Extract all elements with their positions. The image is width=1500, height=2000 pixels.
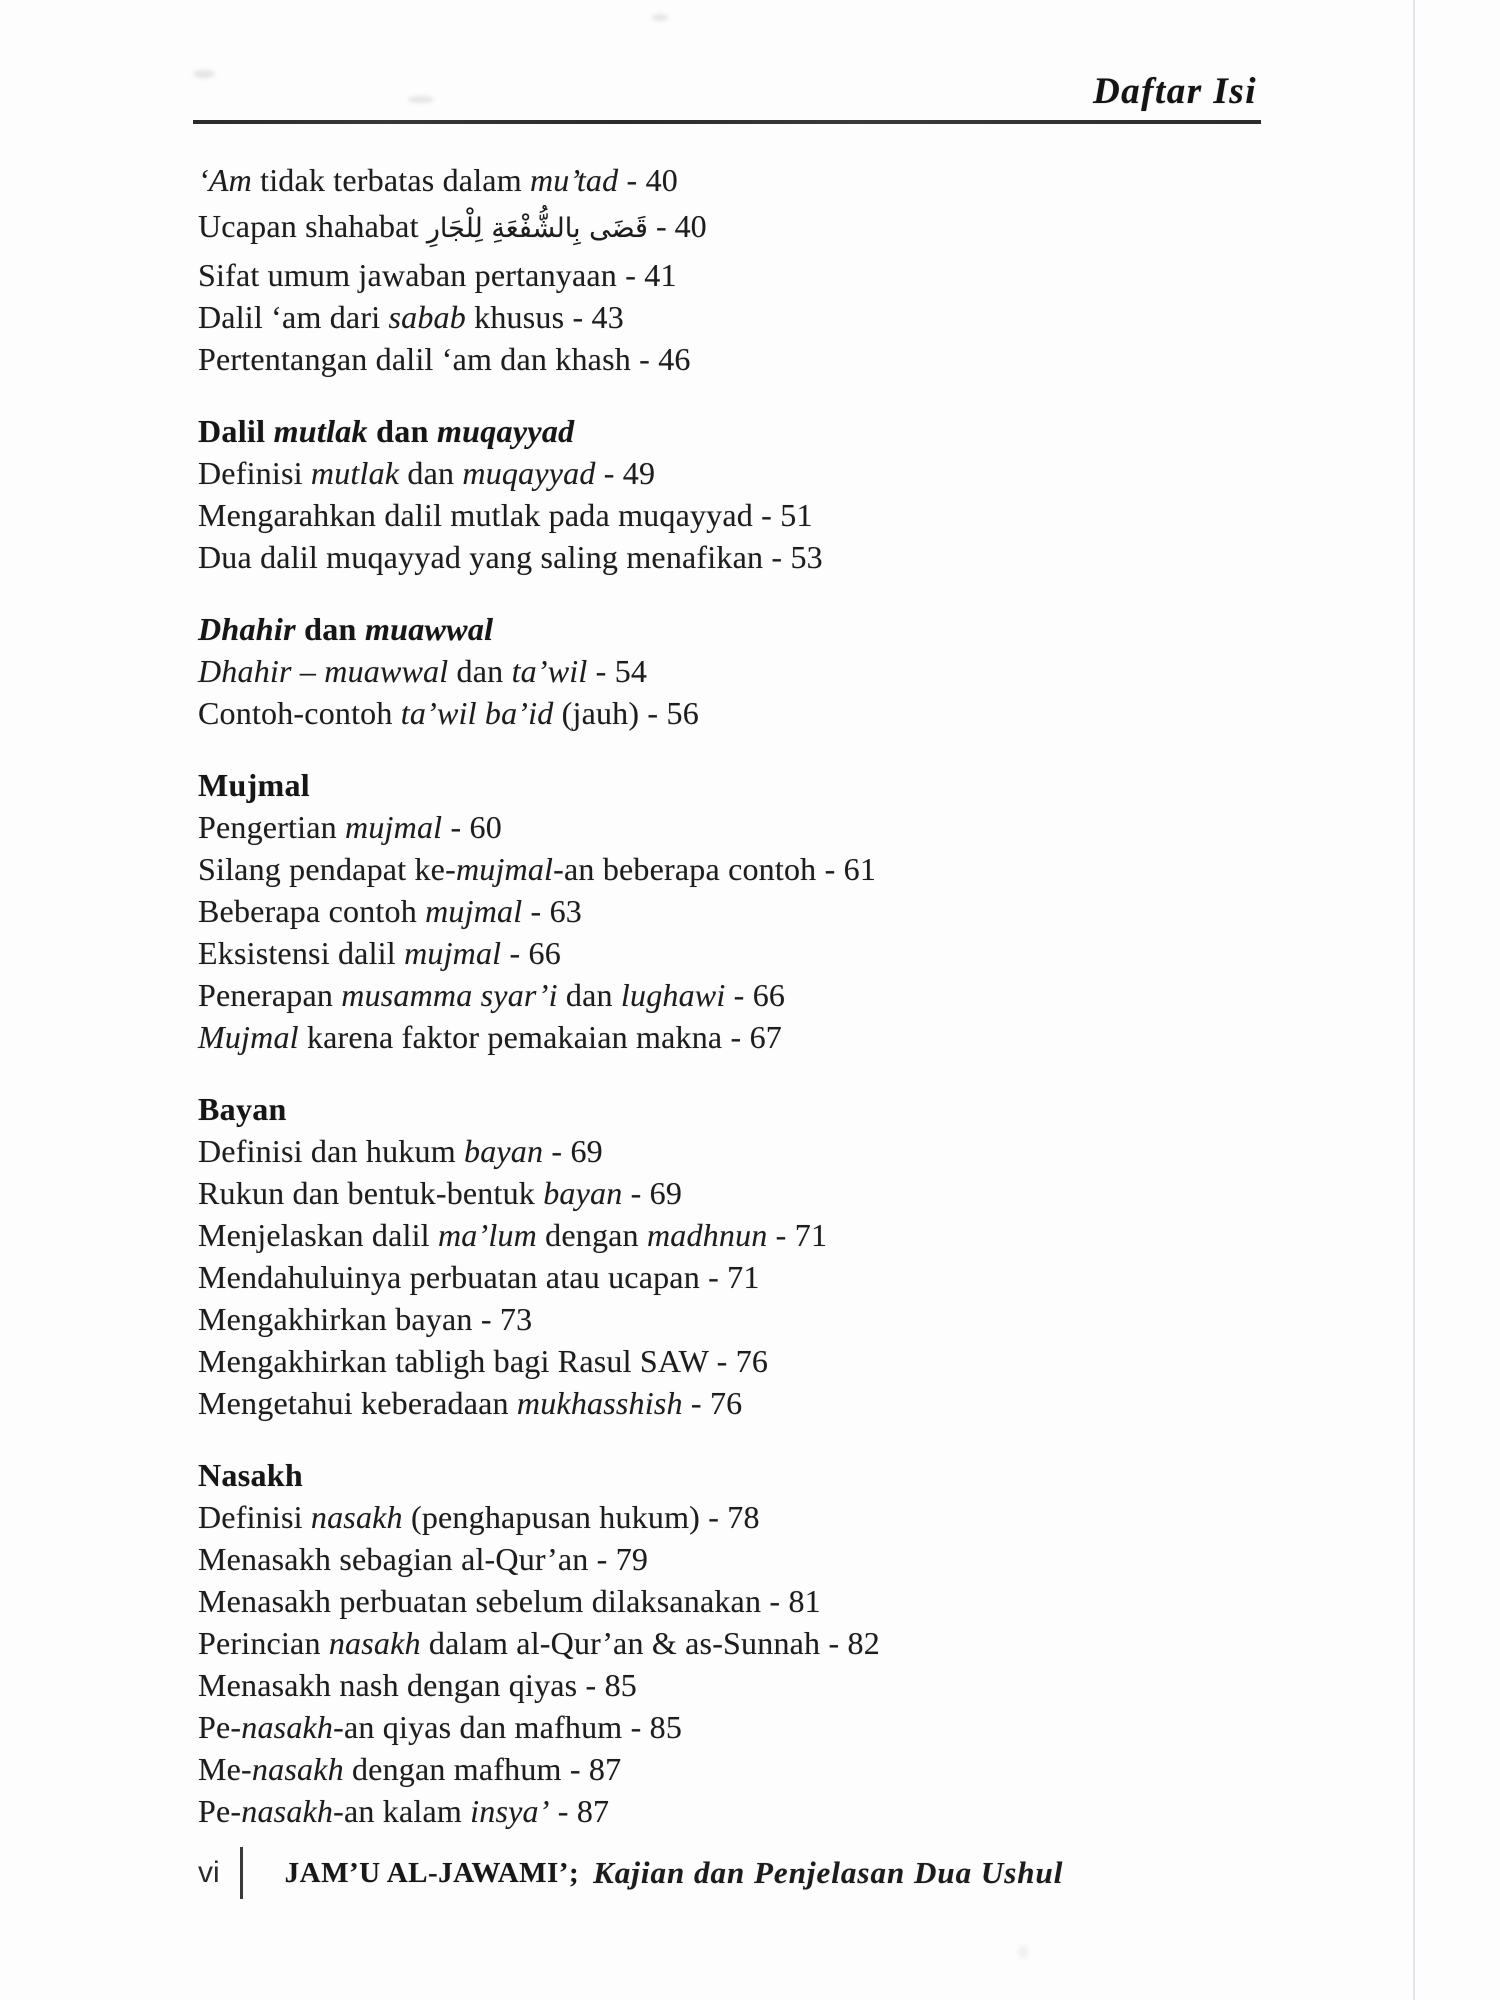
text-segment: dalam al-Qur’an & as-Sunnah [420, 1625, 821, 1661]
footer-page-number: vi [198, 1856, 220, 1889]
toc-section-heading [198, 1454, 1283, 1496]
toc-entry-page: 51 [780, 497, 813, 533]
scan-speck [1018, 1945, 1028, 1959]
text-segment: dan [448, 653, 512, 689]
text-segment: Definisi dan hukum [198, 1133, 464, 1169]
text-segment: mujmal [345, 809, 443, 845]
toc-entry-page: 53 [790, 539, 823, 575]
footer-book-title: JAM’U AL-JAWAMI’; [284, 1856, 580, 1889]
text-segment: Bayan [198, 1091, 287, 1127]
toc-entry-separator: - [682, 1385, 710, 1421]
toc-entry [198, 974, 1283, 1016]
text-segment: musamma syar’i [341, 977, 558, 1013]
text-segment: Menasakh sebagian al-Qur’an [198, 1541, 589, 1577]
toc-entry-page: 63 [549, 893, 582, 929]
page-footer [198, 1844, 1063, 1902]
toc-entry-page: 43 [591, 299, 624, 335]
toc-entry-separator: - [647, 208, 675, 244]
toc-entry-text [198, 1541, 588, 1577]
text-segment: dan [399, 455, 463, 491]
text-segment: Pengertian [198, 809, 346, 845]
toc-entry [198, 1130, 1283, 1172]
text-segment: tidak terbatas dalam [251, 162, 530, 198]
toc-entry-text [198, 257, 617, 293]
toc-entry-text [198, 1217, 767, 1253]
arabic-phrase: قَضَى بِالشُّفْعَةِ لِلْجَارِ [426, 213, 648, 244]
toc-entry-page: 66 [752, 977, 786, 1013]
text-segment: Contoh-contoh [198, 695, 401, 731]
text-segment: Beberapa contoh [198, 893, 426, 929]
toc-entry-text [198, 1019, 722, 1055]
text-segment: Eksistensi dalil [198, 935, 405, 971]
toc-entry-separator: - [630, 341, 659, 377]
toc-entry [198, 890, 1283, 932]
toc-entry [198, 1580, 1283, 1622]
scan-speck [652, 14, 668, 21]
toc-entry-page: 60 [469, 809, 502, 845]
toc-entry-separator: - [561, 1751, 589, 1787]
text-segment: Sifat umum jawaban pertanyaan [198, 257, 617, 293]
text-segment: ‘Am [198, 162, 252, 198]
toc-entry-text [198, 497, 753, 533]
toc-entry-separator: - [722, 1019, 750, 1055]
text-segment: Rukun dan bentuk-bentuk [198, 1175, 544, 1211]
toc-entry-text [198, 1583, 761, 1619]
toc-entry-separator: - [761, 1583, 789, 1619]
text-segment: mukhasshish [516, 1385, 683, 1421]
text-segment: muqayyad [436, 413, 575, 449]
toc-entry-separator: - [595, 455, 623, 491]
toc-entry [198, 1298, 1283, 1340]
toc-entry-text [198, 695, 639, 731]
toc-entry-page: 82 [847, 1625, 880, 1661]
table-of-contents [198, 159, 1283, 1832]
footer-divider [240, 1847, 243, 1899]
toc-entry-separator: - [725, 977, 753, 1013]
toc-entry [198, 338, 1283, 380]
toc-entry-text [198, 208, 648, 244]
toc-entry [198, 1790, 1283, 1832]
toc-entry-page: 73 [499, 1301, 533, 1337]
toc-entry [198, 848, 1283, 890]
toc-entry-page: 78 [727, 1499, 760, 1535]
toc-entry [198, 296, 1283, 338]
toc-entry-text [198, 341, 631, 377]
toc-entry-text [198, 809, 442, 845]
toc-entry-page: 67 [749, 1019, 782, 1055]
text-segment: Mendahuluinya perbuatan atau ucapan [198, 1259, 700, 1295]
toc-entry-separator: - [699, 1259, 728, 1295]
toc-entry-page: 81 [788, 1583, 821, 1619]
text-segment: Pertentangan dalil ‘am dan khash [198, 341, 631, 377]
toc-entry-separator: - [763, 539, 791, 575]
toc-entry [198, 1622, 1283, 1664]
toc-entry-page: 66 [528, 935, 561, 971]
toc-entry-page: 71 [794, 1217, 828, 1253]
toc-entry-separator: - [700, 1499, 728, 1535]
scan-speck [193, 70, 215, 78]
toc-entry-text [198, 1385, 683, 1421]
text-segment: Menasakh perbuatan sebelum dilaksanakan [198, 1583, 762, 1619]
text-segment: dengan mafhum [343, 1751, 562, 1787]
text-segment: lughawi [620, 977, 726, 1013]
toc-entry-text [198, 1667, 577, 1703]
toc-entry [198, 1382, 1283, 1424]
text-segment: Dhahir [198, 611, 296, 647]
toc-entry [198, 452, 1283, 494]
toc-entry-text [198, 1301, 473, 1337]
text-segment: muqayyad [462, 455, 596, 491]
text-segment: Dalil [198, 413, 274, 449]
toc-entry-separator: - [543, 1133, 571, 1169]
toc-entry [198, 254, 1283, 296]
toc-entry-page: 69 [570, 1133, 603, 1169]
text-segment: ma’lum [437, 1217, 537, 1253]
toc-entry-text [198, 1259, 700, 1295]
text-segment: nasakh [241, 1793, 334, 1829]
text-segment: Perincian [198, 1625, 329, 1661]
text-segment: nasakh [251, 1751, 344, 1787]
toc-entry [198, 159, 1283, 201]
toc-entry-separator: - [622, 1175, 650, 1211]
toc-entry-text [198, 1499, 700, 1535]
text-segment: dengan [536, 1217, 647, 1253]
toc-entry-page: 85 [649, 1709, 683, 1745]
text-segment: Dhahir [198, 653, 292, 689]
toc-entry-text [198, 893, 522, 929]
toc-entry-text [198, 851, 816, 887]
toc-entry-separator: - [588, 1541, 616, 1577]
text-segment: nasakh [241, 1709, 334, 1745]
toc-section [198, 1454, 1283, 1832]
toc-entry-text [198, 539, 763, 575]
text-segment: Ucapan shahabat [198, 208, 427, 244]
text-segment: dan [367, 413, 437, 449]
text-segment: mujmal [404, 935, 502, 971]
toc-section-heading [198, 1088, 1283, 1130]
toc-entry [198, 1214, 1283, 1256]
toc-entry [198, 536, 1283, 578]
text-segment: mujmal [425, 893, 523, 929]
toc-entry-text [198, 299, 564, 335]
text-segment: khusus [465, 299, 565, 335]
toc-entry-text [198, 1133, 543, 1169]
text-segment: muawwal [324, 653, 449, 689]
text-segment: Mengarahkan dalil mutlak pada muqayyad [198, 497, 753, 533]
toc-entry-page: 54 [614, 653, 648, 689]
toc-entry-page: 46 [658, 341, 691, 377]
text-segment: Pe- [198, 1709, 242, 1745]
text-segment: mutlak [273, 413, 368, 449]
toc-section [198, 410, 1283, 578]
toc-entry-text [198, 653, 587, 689]
toc-entry-separator: - [820, 1625, 848, 1661]
text-segment: bayan [543, 1175, 623, 1211]
toc-entry-page: 40 [645, 162, 678, 198]
text-segment: -an beberapa contoh [553, 851, 817, 887]
text-segment: mujmal [455, 851, 554, 887]
text-segment: ta’wil [511, 653, 588, 689]
text-segment: Definisi [198, 455, 311, 491]
text-segment: sabab [388, 299, 466, 335]
toc-entry-page: 40 [674, 208, 707, 244]
toc-entry [198, 806, 1283, 848]
toc-entry [198, 692, 1283, 734]
toc-entry [198, 494, 1283, 536]
text-segment: Mujmal [198, 1019, 299, 1055]
text-segment: Definisi [198, 1499, 311, 1535]
text-segment: mu’tad [530, 162, 619, 198]
text-segment: Dalil ‘am dari [198, 299, 389, 335]
toc-entry-page: 76 [735, 1343, 769, 1379]
text-segment: bayan [464, 1133, 544, 1169]
toc-entry-separator: - [442, 809, 470, 845]
footer-book-subtitle: Kajian dan Penjelasan Dua Ushul [593, 1855, 1064, 1890]
text-segment: – [291, 653, 325, 689]
toc-entry-separator: - [577, 1667, 605, 1703]
toc-section-heading [198, 410, 1283, 452]
toc-entry-separator: - [708, 1343, 736, 1379]
toc-section [198, 764, 1283, 1058]
toc-entry-separator: - [767, 1217, 795, 1253]
toc-entry-separator: - [622, 1709, 650, 1745]
toc-entry-page: 41 [644, 257, 677, 293]
toc-entry-page: 56 [666, 695, 699, 731]
text-segment: Menjelaskan dalil [198, 1217, 438, 1253]
text-segment: nasakh [310, 1499, 403, 1535]
toc-entry-text [198, 1709, 622, 1745]
text-segment: Penerapan [198, 977, 342, 1013]
toc-entry-page: 49 [622, 455, 656, 491]
text-segment: Menasakh nash dengan qiyas [198, 1667, 578, 1703]
toc-entry [198, 1748, 1283, 1790]
toc-section [198, 608, 1283, 734]
toc-entry [198, 1538, 1283, 1580]
toc-entry-page: 71 [727, 1259, 760, 1295]
toc-entry-separator: - [587, 653, 615, 689]
toc-entry-page: 87 [588, 1751, 622, 1787]
text-segment: ta’wil ba’id [400, 695, 554, 731]
toc-entry-separator: - [472, 1301, 500, 1337]
text-segment: -an kalam [333, 1793, 471, 1829]
text-segment: Mengetahui keberadaan [198, 1385, 517, 1421]
toc-section [198, 159, 1283, 380]
toc-entry-text [198, 1343, 708, 1379]
text-segment: Nasakh [198, 1457, 303, 1493]
toc-entry-text [198, 1751, 562, 1787]
toc-entry-text [198, 455, 596, 491]
text-segment: Mujmal [198, 767, 311, 803]
text-segment: Dua dalil muqayyad yang saling menafikan [198, 539, 764, 575]
text-segment: madhnun [646, 1217, 768, 1253]
toc-entry-page: 69 [649, 1175, 683, 1211]
toc-entry [198, 1172, 1283, 1214]
toc-entry [198, 1256, 1283, 1298]
toc-entry-separator: - [501, 935, 529, 971]
toc-entry-text [198, 977, 725, 1013]
text-segment: -an qiyas dan mafhum [333, 1709, 623, 1745]
toc-entry [198, 1496, 1283, 1538]
toc-entry [198, 1340, 1283, 1382]
text-segment: Silang pendapat ke- [198, 851, 456, 887]
toc-entry [198, 201, 1283, 254]
text-segment: Me- [198, 1751, 252, 1787]
toc-entry-text [198, 1175, 622, 1211]
text-segment: (penghapusan hukum) [402, 1499, 701, 1535]
toc-entry-separator: - [618, 162, 646, 198]
toc-entry-page: 87 [576, 1793, 610, 1829]
scan-speck [408, 96, 434, 103]
toc-entry-text [198, 935, 501, 971]
toc-section-heading [198, 764, 1283, 806]
toc-entry-separator: - [549, 1793, 577, 1829]
toc-entry-separator: - [816, 851, 844, 887]
toc-section [198, 1088, 1283, 1424]
text-segment: nasakh [328, 1625, 421, 1661]
text-segment: insya’ [470, 1793, 550, 1829]
text-segment: dan [557, 977, 621, 1013]
toc-entry-separator: - [752, 497, 781, 533]
header-rule [193, 120, 1261, 124]
toc-entry-separator: - [564, 299, 592, 335]
text-segment: Pe- [198, 1793, 242, 1829]
toc-entry [198, 650, 1283, 692]
toc-entry-page: 79 [615, 1541, 649, 1577]
page-header-title: Daftar Isi [1092, 71, 1257, 112]
toc-entry [198, 1706, 1283, 1748]
toc-entry-text [198, 162, 618, 198]
toc-entry-separator: - [617, 257, 645, 293]
toc-entry-text [198, 1625, 820, 1661]
toc-entry [198, 1664, 1283, 1706]
toc-entry-separator: - [522, 893, 550, 929]
text-segment: dan [295, 611, 365, 647]
toc-entry-separator: - [639, 695, 667, 731]
toc-entry [198, 1016, 1283, 1058]
toc-entry-page: 76 [709, 1385, 743, 1421]
text-segment: karena faktor pemakaian makna [298, 1019, 723, 1055]
text-segment: Mengakhirkan tabligh bagi Rasul SAW [198, 1343, 709, 1379]
toc-section-heading [198, 608, 1283, 650]
toc-entry-page: 85 [604, 1667, 637, 1703]
scan-edge-artifact [1413, 0, 1415, 2000]
text-segment: mutlak [310, 455, 400, 491]
text-segment: Mengakhirkan bayan [198, 1301, 473, 1337]
text-segment: (jauh) [553, 695, 640, 731]
toc-entry-page: 61 [843, 851, 877, 887]
toc-entry [198, 932, 1283, 974]
toc-entry-text [198, 1793, 550, 1829]
text-segment: muawwal [364, 611, 494, 647]
